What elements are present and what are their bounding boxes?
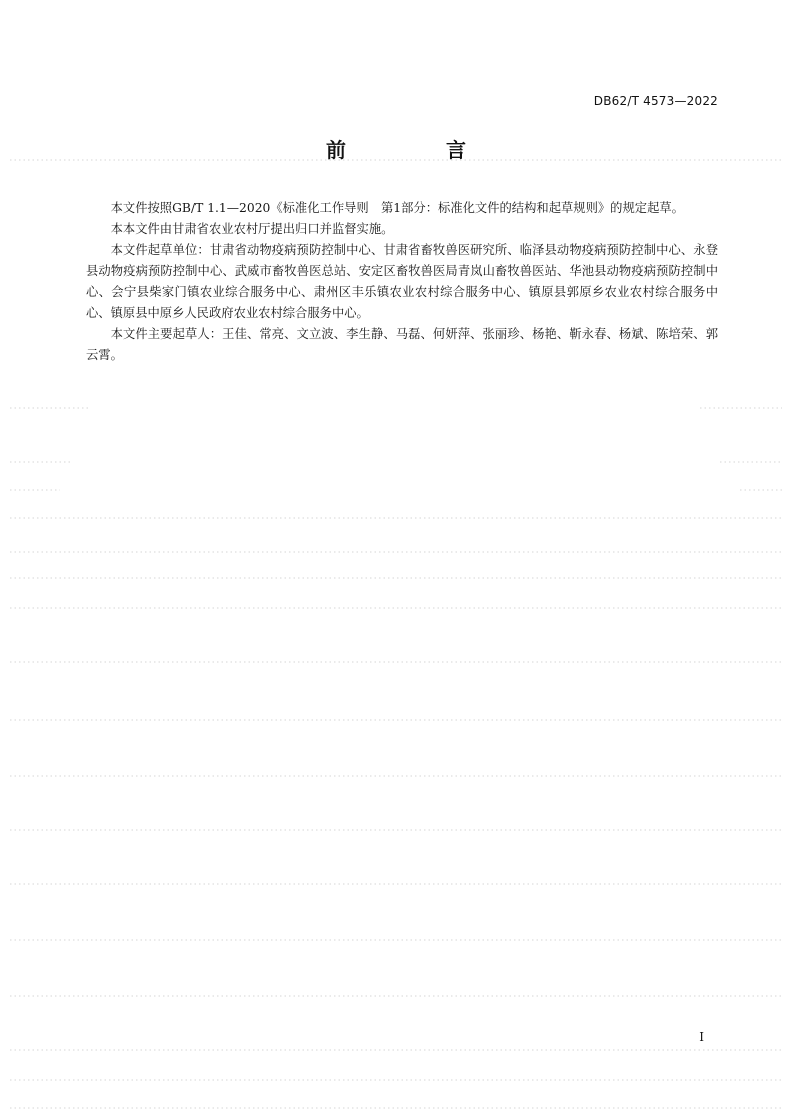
paragraph-drafting-rules: 本文件按照GB/T 1.1—2020《标准化工作导则 第1部分：标准化文件的结构和起草规则》的规定起草。 <box>110 201 684 215</box>
paragraph-drafters: 本文件主要起草人：王佳、常亮、文立波、李生静、马磊、何妍萍、张丽珍、杨艳、靳永春、杨斌、陈培荣、郭云霄。 <box>86 327 718 362</box>
foreword-body <box>86 198 718 366</box>
section-title: 前 言 <box>326 138 506 162</box>
paragraph-drafting-units: 本文件起草单位：甘肃省动物疫病预防控制中心、甘肃省畜牧兽医研究所、临泽县动物疫病预防控制中心、永登县动物疫病预防控制中心、武威市畜牧兽医总站、安定区畜牧兽医局青岚山畜牧兽医站、华池县动物疫病预防控制中心、会宁县柴家门镇农业综合服务中心、肃州区丰乐镇农业农村综合服务中心、镇原县郭原乡农业农村综合服务中心、镇原县中原乡人民政府农业农村综合服务中心。 <box>86 243 718 320</box>
page-number: I <box>699 1030 704 1044</box>
document-code: DB62/T 4573—2022 <box>593 94 718 108</box>
paragraph-proposer: 本本文件由甘肃省农业农村厅提出归口并监督实施。 <box>110 222 394 236</box>
